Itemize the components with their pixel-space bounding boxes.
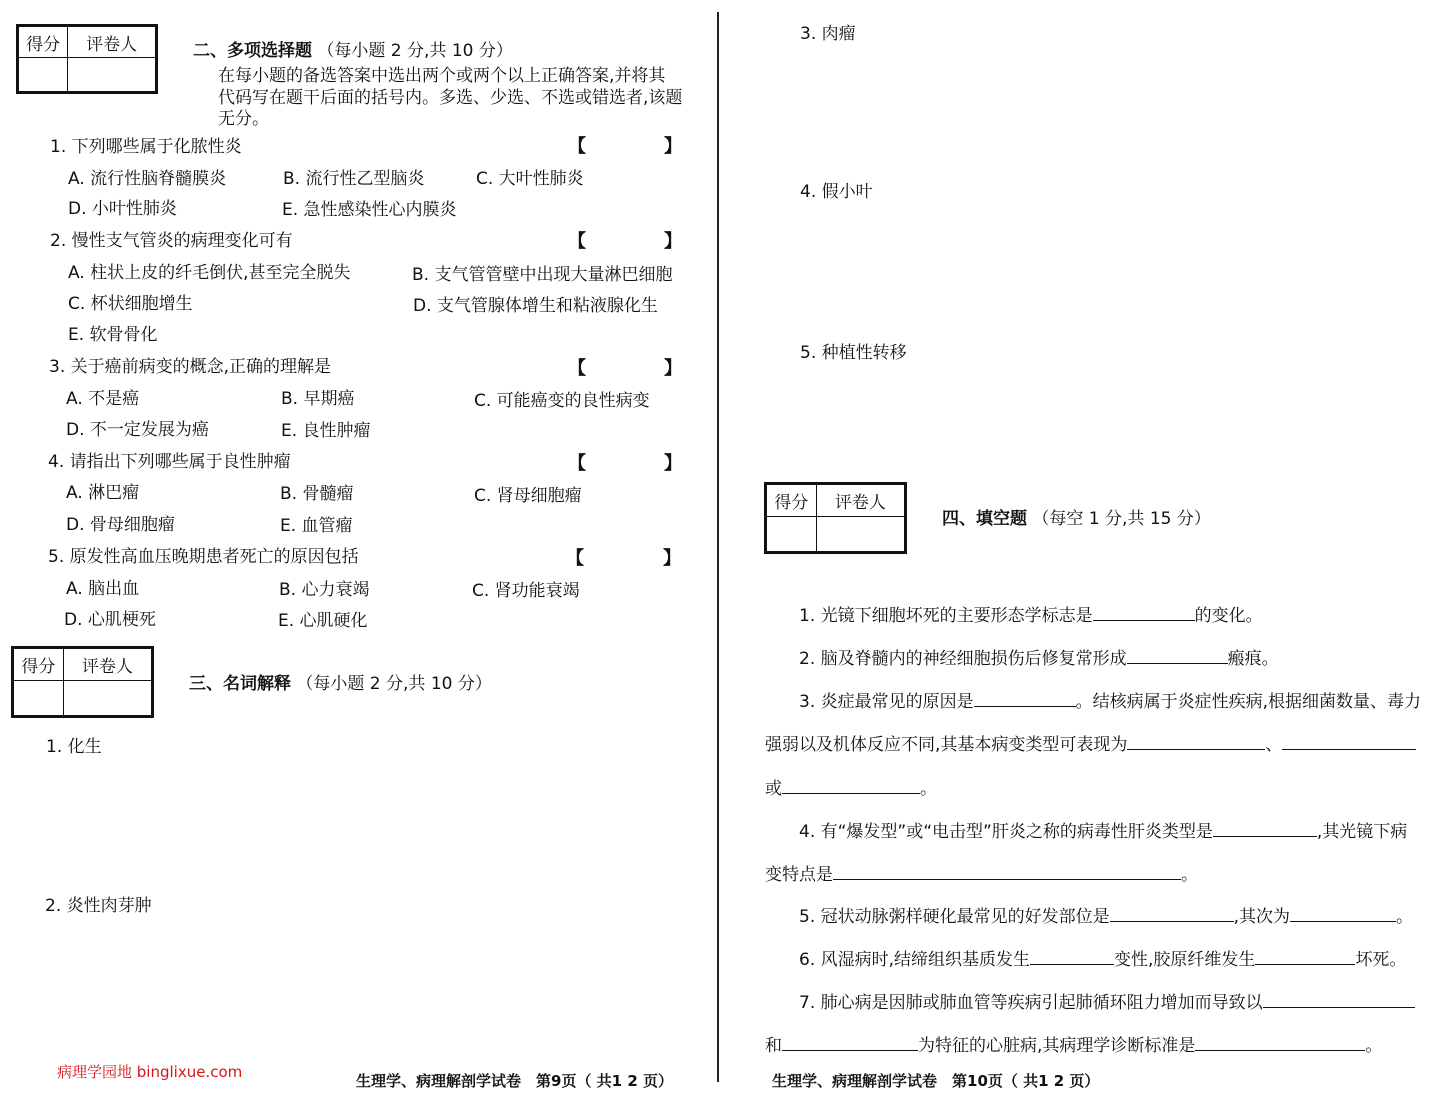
score-cell[interactable] [19, 58, 68, 92]
mc-option[interactable]: B. 流行性乙型脑炎 [283, 169, 425, 189]
fill-question-2: 2. 脑及脊髓内的神经细胞损伤后修复常形成 瘢痕。 [799, 649, 1279, 669]
answer-bracket-close: 】 [664, 358, 682, 379]
mc-option[interactable]: A. 不是癌 [66, 389, 140, 409]
mc-option[interactable]: B. 支气管管壁中出现大量淋巴细胞 [412, 265, 673, 285]
section3-points: （每小题 2 分,共 10 分） [296, 674, 492, 694]
answer-blank[interactable] [1127, 733, 1265, 750]
mc-option[interactable]: D. 不一定发展为癌 [66, 420, 209, 440]
answer-blank[interactable] [1195, 1034, 1365, 1051]
fill-question-3: 3. 炎症最常见的原因是 。结核病属于炎症性疾病,根据细菌数量、毒力 [799, 692, 1422, 712]
grader-label: 评卷人 [63, 649, 151, 681]
mc-option[interactable]: D. 心肌梗死 [64, 610, 156, 630]
mc-option[interactable]: A. 淋巴瘤 [66, 483, 140, 503]
term-question: 4. 假小叶 [800, 182, 873, 202]
answer-blank[interactable] [1127, 647, 1228, 664]
grader-cell[interactable] [816, 517, 904, 552]
score-label: 得分 [14, 649, 64, 681]
answer-blank[interactable] [974, 690, 1076, 707]
section3-title: 三、名词解释 [189, 674, 291, 694]
mc-question-5-stem: 5. 原发性高血压晚期患者死亡的原因包括 [48, 547, 359, 567]
mc-option[interactable]: B. 心力衰竭 [279, 580, 370, 600]
section3-heading [189, 669, 492, 694]
section4-title: 四、填空题 [942, 509, 1027, 529]
term-question: 2. 炎性肉芽肿 [45, 896, 152, 916]
mc-question-4-stem: 4. 请指出下列哪些属于良性肿瘤 [48, 452, 291, 472]
answer-bracket-open: 【 [568, 453, 586, 474]
page-footer-right: 生理学、病理解剖学试卷 第10页（ 共1 2 页） [772, 1072, 1100, 1090]
section2-title: 二、多项选择题 [193, 41, 312, 61]
mc-option[interactable]: C. 肾母细胞瘤 [474, 486, 582, 506]
mc-option[interactable]: D. 小叶性肺炎 [68, 199, 177, 219]
answer-bracket-close: 】 [664, 453, 682, 474]
mc-option[interactable]: E. 软骨骨化 [68, 325, 158, 345]
grader-cell[interactable] [63, 681, 151, 716]
fill-question-4: 4. 有“爆发型”或“电击型”肝炎之称的病毒性肝炎类型是 ,其光镜下病 [799, 822, 1408, 842]
term-question: 1. 化生 [46, 737, 102, 757]
mc-question-3-stem: 3. 关于癌前病变的概念,正确的理解是 [49, 357, 332, 377]
answer-bracket-open: 【 [568, 136, 586, 157]
mc-question-1-stem: 1. 下列哪些属于化脓性炎 [50, 137, 242, 157]
answer-bracket-open: 【 [568, 358, 586, 379]
mc-option[interactable]: A. 流行性脑脊髓膜炎 [68, 169, 227, 189]
answer-blank[interactable] [1110, 905, 1234, 922]
mc-option[interactable]: B. 早期癌 [281, 389, 355, 409]
section2-instruction-line1: 在每小题的备选答案中选出两个或两个以上正确答案,并将其 [218, 66, 666, 86]
answer-bracket-open: 【 [566, 548, 584, 569]
answer-blank[interactable] [833, 863, 1181, 880]
section4-heading [942, 504, 1211, 529]
score-cell[interactable] [767, 517, 817, 552]
score-label: 得分 [19, 27, 68, 58]
answer-blank[interactable] [1255, 948, 1355, 965]
mc-option[interactable]: C. 可能癌变的良性病变 [474, 391, 650, 411]
page-divider [717, 12, 719, 1082]
fill-question-7-line2: 和 为特征的心脏病,其病理学诊断标准是 。 [765, 1036, 1383, 1056]
mc-option[interactable]: E. 心肌硬化 [278, 611, 368, 631]
section4-points: （每空 1 分,共 15 分） [1032, 509, 1211, 529]
answer-blank[interactable] [1263, 991, 1415, 1008]
mc-option[interactable]: C. 肾功能衰竭 [472, 581, 580, 601]
section2-instruction-line2: 代码写在题干后面的括号内。多选、少选、不选或错选者,该题 [218, 88, 683, 108]
answer-blank[interactable] [782, 1034, 918, 1051]
grader-label: 评卷人 [816, 485, 904, 517]
answer-blank[interactable] [782, 777, 920, 794]
answer-blank[interactable] [1213, 820, 1317, 837]
term-question: 5. 种植性转移 [800, 343, 907, 363]
answer-bracket-close: 】 [664, 231, 682, 252]
answer-bracket-close: 】 [663, 548, 681, 569]
watermark-text: 病理学园地 binglixue.com [57, 1063, 243, 1081]
answer-bracket-close: 】 [664, 136, 682, 157]
section2-instruction-line3: 无分。 [218, 109, 269, 129]
fill-question-5: 5. 冠状动脉粥样硬化最常见的好发部位是 ,其次为 。 [799, 907, 1414, 927]
mc-option[interactable]: C. 杯状细胞增生 [68, 294, 193, 314]
score-label: 得分 [767, 485, 817, 517]
fill-question-6: 6. 风湿病时,结缔组织基质发生 变性,胶原纤维发生 坏死。 [799, 950, 1407, 970]
fill-question-1: 1. 光镜下细胞坏死的主要形态学标志是 的变化。 [799, 606, 1263, 626]
term-question: 3. 肉瘤 [800, 24, 856, 44]
grader-cell[interactable] [68, 58, 156, 92]
mc-option[interactable]: B. 骨髓瘤 [280, 484, 354, 504]
mc-option[interactable]: E. 急性感染性心内膜炎 [282, 200, 457, 220]
section2-points: （每小题 2 分,共 10 分） [317, 41, 513, 61]
mc-option[interactable]: C. 大叶性肺炎 [476, 169, 584, 189]
mc-question-2-stem: 2. 慢性支气管炎的病理变化可有 [50, 231, 293, 251]
section2-heading [193, 36, 513, 61]
answer-blank[interactable] [1030, 948, 1114, 965]
mc-option[interactable]: D. 支气管腺体增生和粘液腺化生 [413, 296, 658, 316]
mc-option[interactable]: E. 血管瘤 [280, 516, 353, 536]
fill-question-3-line2: 强弱以及机体反应不同,其基本病变类型可表现为 、 [765, 730, 1416, 755]
mc-option[interactable]: A. 脑出血 [66, 579, 140, 599]
mc-option[interactable]: A. 柱状上皮的纤毛倒伏,甚至完全脱失 [68, 263, 351, 283]
score-box-section2 [16, 24, 158, 94]
fill-question-3-line3: 或 。 [765, 779, 937, 799]
mc-option[interactable]: E. 良性肿瘤 [281, 421, 371, 441]
answer-blank[interactable] [1290, 905, 1396, 922]
answer-blank[interactable] [1282, 733, 1416, 750]
answer-bracket-open: 【 [568, 231, 586, 252]
mc-option[interactable]: D. 骨母细胞瘤 [66, 515, 175, 535]
score-box-section4 [764, 482, 907, 554]
fill-question-4-line2: 变特点是 。 [765, 865, 1198, 885]
grader-label: 评卷人 [68, 27, 156, 58]
score-box-section3 [11, 646, 154, 718]
fill-question-7: 7. 肺心病是因肺或肺血管等疾病引起肺循环阻力增加而导致以 [799, 988, 1415, 1013]
page-footer-left: 生理学、病理解剖学试卷 第9页（ 共1 2 页） [356, 1072, 673, 1090]
answer-blank[interactable] [1093, 604, 1195, 621]
score-cell[interactable] [14, 681, 64, 716]
